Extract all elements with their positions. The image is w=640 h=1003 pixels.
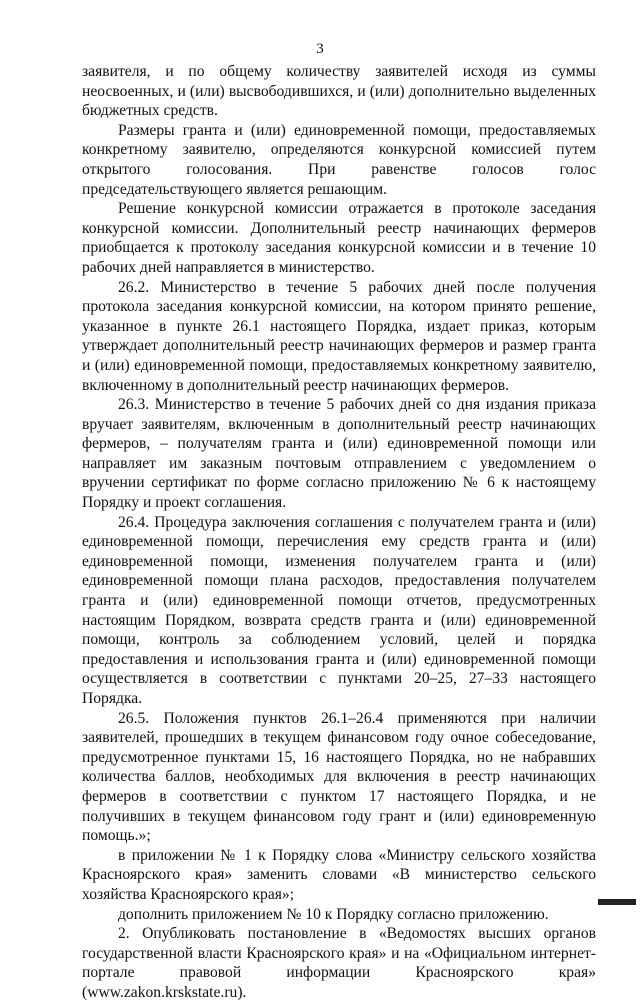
scan-edge-mark — [598, 899, 636, 905]
paragraph-appendix-1-amendment: в приложении № 1 к Порядку слова «Министру сельского хозяйства Красноярского края» заменить словами «В министерство сельского хозяйства Красноярского края»; — [82, 846, 596, 903]
paragraph-appendix-10-addition: дополнить приложением № 10 к Порядку согласно приложению. — [118, 905, 549, 923]
paragraph-continuation: заявителя, и по общему количеству заявителей исходя из суммы неосвоенных, и (или) высвободившихся, и (или) дополнительно выделенных бюджетных средств. — [82, 63, 596, 120]
document-body — [82, 62, 596, 1003]
paragraph-commission-decision: Решение конкурсной комиссии отражается в протоколе заседания конкурсной комиссии. Дополнительный реестр начинающих фермеров приобщается к протоколу заседания конкурсной комиссии и в течение 10 рабочих дней направляется в министерство. — [82, 200, 596, 276]
paragraph-publication: 2. Опубликовать постановление в «Ведомостях высших органов государственной власти Красноярского края» и на «Официальном интернет-портале правовой информации Красноярского края» (www.zakon.krskstate.ru). — [82, 925, 596, 1001]
paragraph-grant-size: Размеры гранта и (или) единовременной помощи, предоставляемых конкретному заявителю, определяются конкурсной комиссией путем открытого голосования. При равенстве голосов голос председательствующего является решающим. — [82, 121, 596, 198]
paragraph-26-4: 26.4. Процедура заключения соглашения с получателем гранта и (или) единовременной помощи, перечисления ему средств гранта и (или) единовременной помощи, изменения получателем гранта и (или) единовременной помощи плана расходов, предоставления получателем гранта и (или) единовременной помощи отчетов, предусмотренных настоящим Порядком, возврата средств гранта и (или) единовременной помощи, контроль за соблюдением условий, целей и порядка предоставления и использования гранта и (или) единовременной помощи осуществляется в соответствии с пунктами 20–25, 27–33 настоящего Порядка. — [82, 513, 596, 707]
paragraph-26-3: 26.3. Министерство в течение 5 рабочих дней со дня издания приказа вручает заявителям, включенным в дополнительный реестр начинающих фермеров, – получателям гранта и (или) единовременной помощи или направляет им заказным почтовым отправлением с уведомлением о вручении сертификат по форме согласно приложению № 6 к настоящему Порядку и проект соглашения. — [82, 396, 596, 512]
page-number: 3 — [316, 41, 324, 57]
paragraph-26-2: 26.2. Министерство в течение 5 рабочих дней после получения протокола заседания конкурсной комиссии, на котором принято решение, указанное в пункте 26.1 настоящего Порядка, издает приказ, которым утверждает дополнительный реестр начинающих фермеров и размер гранта и (или) единовременной помощи, предоставляемых конкретному заявителю, включенному в дополнительный реестр начинающих фермеров. — [82, 278, 596, 394]
paragraph-26-5: 26.5. Положения пунктов 26.1–26.4 применяются при наличии заявителей, прошедших в текущем финансовом году очное собеседование, предусмотренное пунктами 15, 16 настоящего Порядка, но не набравших количества баллов, необходимых для включения в реестр начинающих фермеров в соответствии с пунктом 17 настоящего Порядка, и не получивших в текущем финансовом году грант и (или) единовременную помощь.»; — [82, 709, 596, 845]
